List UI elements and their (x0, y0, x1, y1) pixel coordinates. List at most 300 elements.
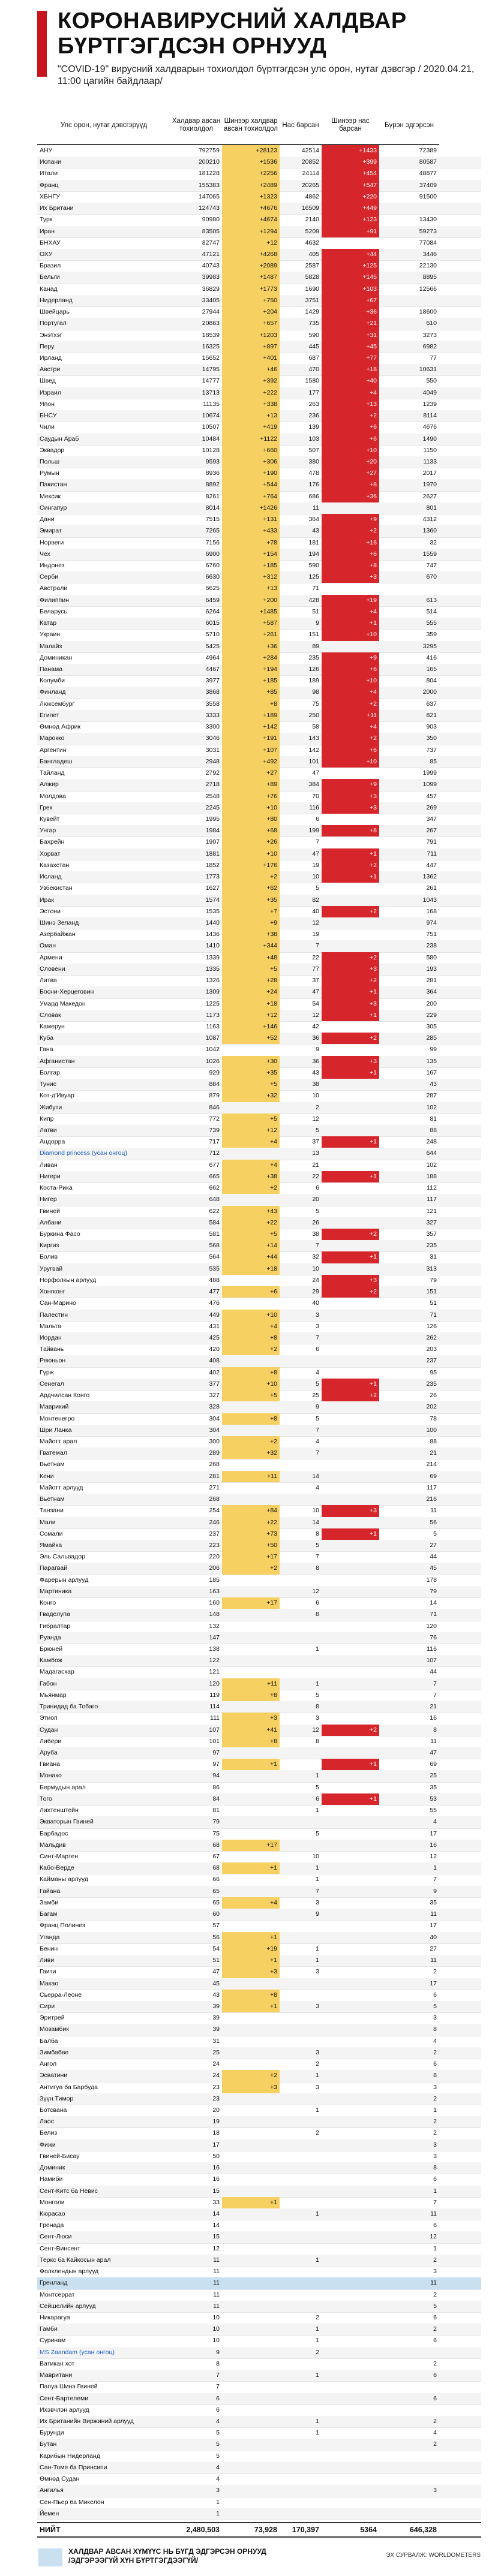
cell-country-name: Чили (40, 423, 55, 431)
cell-deaths: 20 (312, 1196, 319, 1203)
cell-country-name: Норфолкын арлууд (40, 1276, 97, 1284)
cell-country-name: Монголи (40, 2198, 65, 2206)
cell-total-cases: 36829 (202, 285, 220, 293)
cell-recovered: 165 (426, 666, 437, 673)
cell-new-cases (222, 2405, 280, 2416)
cell-total-cases: 6900 (205, 550, 220, 558)
cell-new-cases (222, 2370, 280, 2381)
cell-new-deaths: +4 (322, 687, 379, 698)
cell-recovered: 3273 (422, 331, 437, 339)
table-row (37, 641, 481, 653)
cell-recovered: 2 (433, 1968, 437, 1976)
cell-new-deaths: +454 (322, 168, 379, 179)
table-row (37, 2301, 481, 2313)
cell-total-cases: 17 (212, 2141, 220, 2148)
cell-new-cases: +73 (222, 1528, 280, 1540)
cell-country-name: Намиби (40, 2175, 63, 2183)
cell-total-cases: 5425 (205, 642, 220, 650)
cell-new-deaths: +1 (322, 1793, 379, 1805)
cell-deaths (280, 2508, 322, 2520)
cell-country-name: Аргентин (40, 746, 67, 754)
cell-new-deaths (322, 2462, 379, 2473)
cell-recovered: 193 (426, 965, 437, 973)
table-row (37, 929, 481, 941)
cell-recovered (379, 295, 439, 306)
cell-recovered: 347 (426, 815, 437, 823)
cell-new-cases: +28 (222, 975, 280, 986)
cell-new-deaths (322, 1217, 379, 1229)
cell-country-name: Багам (40, 1910, 58, 1918)
cell-deaths: 38 (312, 1230, 319, 1238)
table-row (37, 549, 481, 561)
cell-recovered: 117 (427, 1196, 437, 1203)
table-row (37, 2485, 481, 2497)
cell-new-deaths (322, 1736, 379, 1747)
table-row (37, 2197, 481, 2209)
cell-new-deaths: +6 (322, 434, 379, 445)
cell-total-cases: 97 (212, 1761, 220, 1768)
cell-new-deaths (322, 2220, 379, 2231)
cell-new-deaths: +449 (322, 203, 379, 214)
cell-total-cases: 564 (209, 1253, 220, 1261)
table-row (37, 341, 481, 353)
cell-new-deaths (322, 2439, 379, 2450)
cell-new-cases (222, 1851, 280, 1862)
cell-new-cases: +5 (222, 1114, 280, 1125)
table-row (37, 2358, 481, 2370)
cell-new-deaths (322, 1690, 379, 1701)
cell-recovered: 1 (433, 2187, 437, 2195)
cell-recovered: 32 (430, 538, 437, 546)
cell-total-cases: 86 (212, 1783, 220, 1791)
cell-recovered: 37409 (419, 181, 437, 189)
cell-total-cases: 200210 (198, 158, 220, 166)
cell-country-name: Гвиана (40, 1761, 61, 1768)
cell-deaths: 36 (312, 1057, 319, 1065)
cell-total-cases: 16 (212, 2164, 220, 2172)
cell-country-name: Мароккo (40, 735, 65, 742)
cell-country-name: Лихтенштейн (40, 1807, 79, 1814)
cell-country-name: Сент-Бартелеми (40, 2394, 89, 2402)
cell-recovered: 267 (426, 827, 437, 835)
table-row (37, 1655, 481, 1667)
table-row (37, 191, 481, 203)
cell-deaths (280, 1816, 322, 1828)
cell-new-cases: +62 (222, 883, 280, 894)
cell-new-cases: +312 (222, 571, 280, 583)
cell-country-name: Малайз (40, 642, 62, 650)
cell-deaths (280, 1355, 322, 1367)
cell-new-deaths: +3 (322, 1505, 379, 1516)
cell-new-deaths: +547 (322, 180, 379, 191)
cell-new-deaths: +27 (322, 468, 379, 479)
table-row (37, 2289, 481, 2301)
cell-total-cases: 101 (209, 1737, 220, 1745)
cell-new-deaths (322, 1540, 379, 1551)
cell-new-cases: +146 (222, 1021, 280, 1033)
cell-new-cases: +38 (222, 1171, 280, 1182)
cell-recovered: 791 (426, 838, 437, 846)
cell-deaths: 7 (316, 838, 319, 846)
cell-total-cases: 45 (212, 1979, 220, 1987)
cell-new-cases: +2 (222, 1563, 280, 1574)
cell-total-cases: 181228 (198, 170, 220, 177)
cell-deaths (280, 2220, 322, 2231)
cell-country-name: Чех (40, 550, 50, 558)
cell-total-cases: 14 (212, 2210, 220, 2217)
cell-new-deaths: +3 (322, 802, 379, 814)
cell-total-cases: 246 (209, 1518, 220, 1526)
cell-country-name: Камерун (40, 1022, 65, 1030)
cell-new-deaths (322, 1413, 379, 1425)
cell-deaths: 10 (312, 1092, 319, 1100)
cell-recovered: 1133 (423, 458, 437, 466)
cell-new-cases: +1485 (222, 606, 280, 618)
cell-recovered: 95 (430, 1368, 437, 1376)
cell-total-cases: 327 (209, 1392, 220, 1400)
table-row (37, 2324, 481, 2336)
cell-new-deaths (322, 1160, 379, 1171)
cell-new-cases: +185 (222, 675, 280, 687)
cell-deaths: 58 (312, 723, 319, 731)
cell-country-name: Фолклендын арлууд (40, 2268, 99, 2276)
total-recovered: 646,328 (409, 2526, 437, 2534)
cell-deaths: 103 (308, 435, 319, 443)
cell-new-cases: +897 (222, 341, 280, 353)
cell-new-cases: +13 (222, 583, 280, 594)
cell-deaths: 1 (316, 2256, 319, 2264)
cell-new-cases (222, 1148, 280, 1159)
cell-new-cases (222, 2024, 280, 2035)
cell-deaths: 7 (316, 1449, 319, 1457)
cell-country-name: Бутан (40, 2440, 57, 2448)
cell-total-cases: 147 (209, 1633, 220, 1641)
cell-deaths: 177 (308, 389, 319, 396)
cell-new-cases: +8 (222, 1690, 280, 1701)
cell-new-deaths: +45 (322, 341, 379, 353)
cell-new-deaths (322, 1874, 379, 1885)
cell-total-cases: 120 (209, 1680, 220, 1687)
cell-country-name: Кабо-Верде (40, 1864, 74, 1872)
cell-total-cases: 122 (209, 1657, 220, 1665)
cell-total-cases: 1440 (205, 919, 220, 926)
cell-country-name: ОХУ (40, 251, 53, 258)
cell-recovered: 974 (426, 919, 437, 926)
cell-new-cases (222, 2047, 280, 2059)
table-row (37, 756, 481, 768)
cell-new-cases (222, 2174, 280, 2185)
cell-new-deaths (322, 1644, 379, 1655)
cell-country-name: Катар (40, 619, 57, 627)
cell-recovered: 25 (430, 1772, 437, 1780)
cell-new-deaths: +9 (322, 652, 379, 664)
cell-country-name: Ирланд (40, 354, 62, 362)
cell-new-cases (222, 2427, 280, 2439)
cell-new-deaths (322, 1840, 379, 1851)
cell-new-cases (222, 2508, 280, 2520)
cell-new-cases: +78 (222, 537, 280, 549)
cell-new-deaths: +3 (322, 1275, 379, 1286)
cell-new-cases: +2256 (222, 168, 280, 179)
cell-deaths (280, 2266, 322, 2277)
cell-country-name: Испани (40, 158, 61, 166)
cell-recovered: 16 (430, 1841, 437, 1849)
cell-new-cases: +10 (222, 848, 280, 860)
cell-recovered: 43 (430, 1081, 437, 1088)
cell-new-deaths: +6 (322, 549, 379, 560)
cell-deaths (280, 2381, 322, 2393)
cell-new-deaths: +10 (322, 629, 379, 640)
cell-country-name: Унгар (40, 827, 56, 835)
cell-new-deaths (322, 1298, 379, 1309)
cell-total-cases: 160 (209, 1599, 220, 1607)
cell-country-name: Албани (40, 1218, 62, 1226)
table-row (37, 2139, 481, 2151)
cell-new-deaths (322, 1367, 379, 1379)
cell-recovered: 3 (433, 2141, 437, 2148)
cell-deaths: 4 (316, 1483, 319, 1491)
cell-deaths: 82 (312, 896, 319, 904)
cell-new-deaths (322, 1551, 379, 1563)
cell-new-cases (222, 1632, 280, 1644)
cell-total-cases: 75 (212, 1829, 220, 1837)
cell-recovered: 17 (430, 1829, 437, 1837)
cell-new-deaths (322, 2427, 379, 2439)
cell-country-name: Грек (40, 804, 53, 811)
cell-total-cases: 18 (212, 2129, 220, 2137)
cell-total-cases: 3031 (205, 746, 220, 754)
cell-new-deaths: +2 (322, 410, 379, 422)
table-row (37, 2277, 481, 2289)
cell-total-cases: 431 (209, 1322, 220, 1330)
table-row (37, 791, 481, 803)
cell-new-cases (222, 1874, 280, 1885)
legend-swatch (38, 2548, 62, 2566)
cell-new-cases: +1122 (222, 434, 280, 445)
table-row (37, 1206, 481, 1218)
cell-new-cases: +48 (222, 952, 280, 964)
cell-recovered: 56 (430, 1518, 437, 1526)
cell-deaths (280, 2393, 322, 2405)
table-row (37, 986, 481, 998)
cell-new-deaths (322, 2070, 379, 2081)
cell-new-cases: +1 (222, 1759, 280, 1770)
cell-deaths: 590 (308, 331, 319, 339)
cell-new-deaths (322, 1678, 379, 1690)
cell-deaths: 405 (308, 251, 319, 258)
cell-country-name: Куба (40, 1034, 54, 1042)
cell-deaths: 4632 (305, 239, 319, 246)
cell-total-cases: 6625 (205, 585, 220, 592)
table-row (37, 422, 481, 434)
cell-recovered (379, 2508, 439, 2520)
cell-recovered: 107 (426, 1657, 437, 1665)
cell-new-cases: +1 (222, 1932, 280, 1943)
cell-total-cases: 10484 (202, 435, 220, 443)
cell-deaths: 7 (316, 1887, 319, 1895)
table-row (37, 318, 481, 330)
cell-new-cases (222, 2139, 280, 2151)
cell-country-name: Кюрасао (40, 2210, 65, 2217)
cell-deaths (280, 1666, 322, 1678)
cell-new-deaths (322, 2370, 379, 2381)
cell-recovered: 88 (430, 1438, 437, 1445)
cell-new-cases: +1536 (222, 157, 280, 168)
cell-total-cases: 2548 (205, 792, 220, 800)
cell-deaths: 40 (312, 1299, 319, 1307)
cell-country-name: Беларусь (40, 607, 67, 615)
cell-deaths (280, 1920, 322, 1931)
cell-total-cases: 11 (213, 2256, 220, 2264)
cell-deaths (280, 1632, 322, 1644)
cell-recovered: 359 (426, 631, 437, 639)
cell-country-name: Балба (40, 2037, 58, 2045)
cell-deaths (280, 2186, 322, 2197)
cell-new-deaths (322, 2451, 379, 2462)
cell-new-cases (222, 1575, 280, 1586)
cell-deaths: 6 (316, 1599, 319, 1607)
table-row (37, 1229, 481, 1241)
cell-new-cases: +32 (222, 1090, 280, 1102)
cell-recovered: 4 (433, 2037, 437, 2045)
cell-country-name: Этиоп (40, 1714, 58, 1722)
cell-country-name: Вьетнам (40, 1461, 65, 1468)
cell-new-cases (222, 1621, 280, 1632)
cell-recovered: 102 (426, 1103, 437, 1111)
cell-recovered: 2 (433, 2440, 437, 2448)
cell-new-deaths: +19 (322, 595, 379, 606)
cell-deaths: 1 (316, 1945, 319, 1952)
cell-new-deaths (322, 895, 379, 906)
cell-total-cases: 43 (212, 1991, 220, 1999)
cell-new-deaths: +36 (322, 491, 379, 502)
cell-deaths: 364 (308, 516, 319, 523)
cell-new-cases: +2 (222, 871, 280, 883)
table-row (37, 595, 481, 607)
cell-total-cases: 2718 (205, 781, 220, 789)
table-row (37, 1713, 481, 1725)
cell-deaths: 24114 (302, 170, 319, 177)
cell-deaths: 686 (308, 492, 319, 500)
cell-deaths: 13 (312, 1149, 319, 1157)
cell-recovered: 47 (430, 1749, 437, 1757)
cell-new-deaths (322, 1148, 379, 1159)
cell-new-cases: +190 (222, 468, 280, 479)
cell-new-cases: +142 (222, 721, 280, 733)
cell-deaths (280, 2024, 322, 2035)
cell-new-deaths: +6 (322, 664, 379, 675)
cell-new-cases: +750 (222, 295, 280, 306)
cell-new-cases (222, 1459, 280, 1470)
cell-new-deaths: +2 (322, 1033, 379, 1044)
cell-new-cases (222, 1425, 280, 1436)
cell-total-cases: 97 (212, 1749, 220, 1757)
cell-total-cases: 1995 (205, 815, 220, 823)
cell-new-deaths: +10 (322, 756, 379, 768)
cell-deaths: 47 (312, 988, 319, 996)
table-row (37, 1725, 481, 1737)
cell-new-cases: +401 (222, 353, 280, 364)
cell-country-name: Сент-Винсент (40, 2244, 80, 2252)
cell-deaths: 12 (312, 1115, 319, 1123)
cell-new-cases (222, 2393, 280, 2405)
cell-deaths (280, 1494, 322, 1505)
cell-new-cases: +89 (222, 779, 280, 790)
cell-new-cases: +1 (222, 1955, 280, 1966)
cell-deaths: 199 (308, 827, 319, 835)
cell-recovered: 116 (427, 1645, 437, 1653)
cell-total-cases: 4964 (205, 654, 220, 661)
cell-total-cases: 304 (209, 1415, 220, 1422)
cell-total-cases: 50 (212, 2152, 220, 2160)
cell-deaths: 9 (316, 1403, 319, 1411)
cell-deaths: 3 (316, 1714, 319, 1722)
cell-recovered: 7 (433, 1691, 437, 1699)
cell-new-cases: +4 (222, 1160, 280, 1171)
cell-new-deaths (322, 2105, 379, 2116)
cell-deaths: 9 (316, 619, 319, 627)
cell-total-cases: 111 (210, 1714, 220, 1722)
table-row (37, 1332, 481, 1344)
table-row (37, 456, 481, 468)
cell-new-cases: +52 (222, 1033, 280, 1044)
cell-new-deaths: +1 (322, 1379, 379, 1390)
cell-recovered: 21 (430, 1703, 437, 1711)
cell-new-cases (222, 2473, 280, 2485)
cell-deaths: 7 (316, 1242, 319, 1250)
table-row (37, 2473, 481, 2485)
cell-new-deaths: +67 (322, 295, 379, 306)
cell-country-name: Эсватини (40, 2072, 68, 2080)
cell-country-name: Кайманы арлууд (40, 1876, 88, 1883)
cell-new-cases (222, 2277, 280, 2289)
cell-recovered: 76 (430, 1633, 437, 1641)
cell-country-name: Маврикий (40, 1403, 69, 1411)
table-row (37, 2059, 481, 2071)
cell-country-name: БНСУ (40, 412, 57, 420)
cell-new-cases (222, 1298, 280, 1309)
cell-total-cases: 19 (212, 2118, 220, 2126)
cell-total-cases: 1410 (205, 942, 220, 950)
cell-recovered (379, 203, 439, 214)
cell-recovered: 117 (427, 1483, 437, 1491)
cell-recovered (379, 2473, 439, 2485)
table-row (37, 1240, 481, 1252)
cell-deaths: 1 (316, 2106, 319, 2114)
cell-new-deaths (322, 1666, 379, 1678)
cell-recovered: 287 (426, 1092, 437, 1100)
cell-country-name: Либери (40, 1737, 62, 1745)
cell-new-cases (222, 2451, 280, 2462)
cell-total-cases: 1535 (205, 907, 220, 915)
cell-recovered: 1999 (422, 769, 437, 777)
table-row (37, 284, 481, 296)
cell-new-deaths: +4 (322, 606, 379, 618)
cell-country-name: ХБНГУ (40, 192, 60, 200)
cell-country-name: Польш (40, 458, 60, 466)
cell-deaths: 20852 (301, 158, 319, 166)
table-row (37, 1816, 481, 1828)
cell-deaths (280, 2497, 322, 2508)
cell-country-name: Гибралтар (40, 1622, 71, 1630)
table-row (37, 1943, 481, 1955)
cell-deaths: 40 (312, 907, 319, 915)
table-row (37, 2151, 481, 2163)
cell-recovered: 80587 (419, 158, 437, 166)
cell-new-deaths (322, 1425, 379, 1436)
cell-total-cases: 25 (212, 2048, 220, 2056)
cell-new-deaths (322, 2162, 379, 2174)
